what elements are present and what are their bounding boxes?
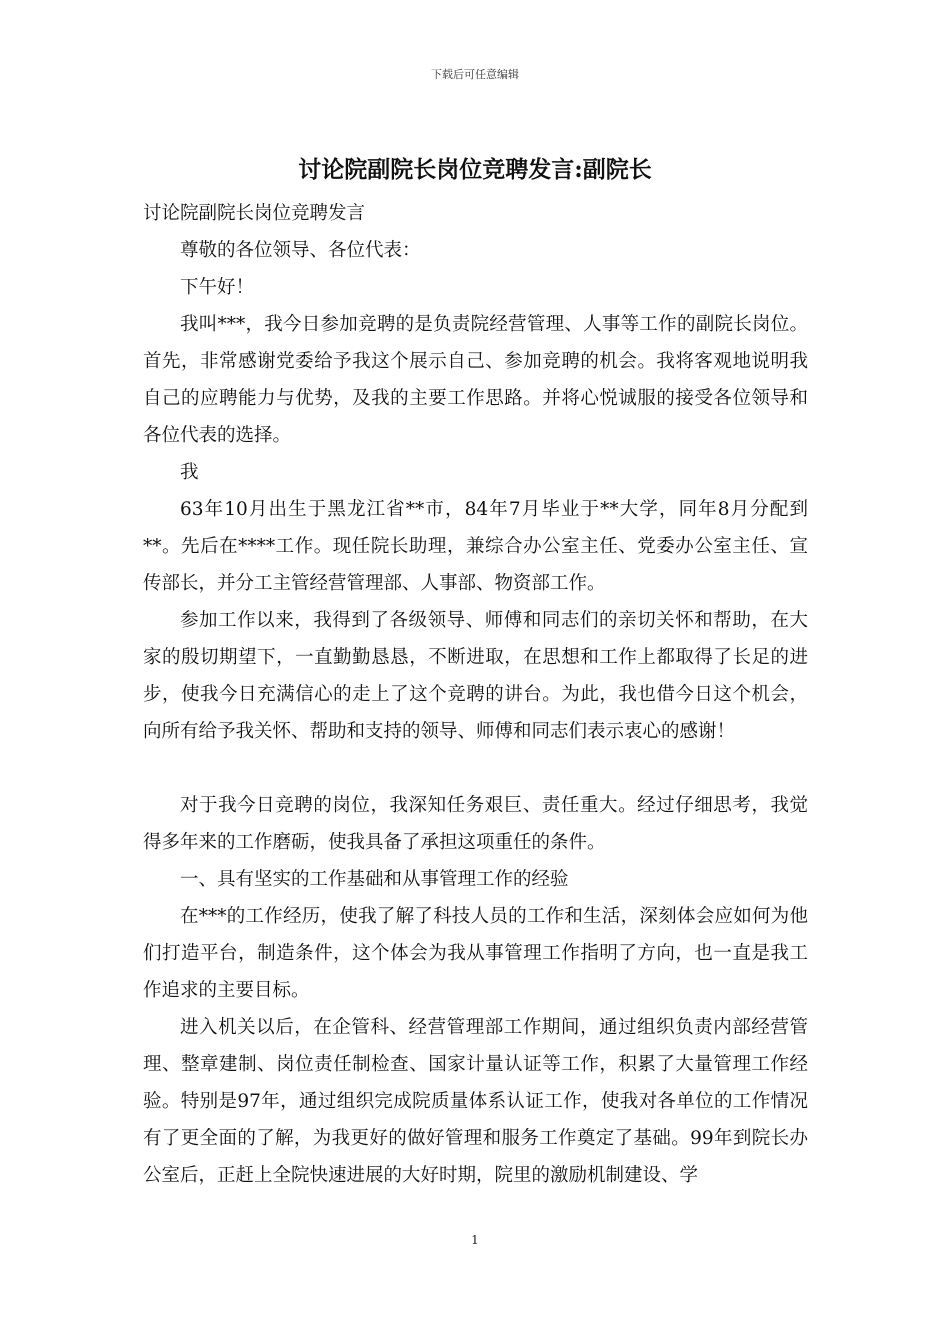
paragraph-background: 63年10月出生于黑龙江省**市，84年7月毕业于**大学，同年8月分配到**。先后在****工作。现任院长助理，兼综合办公室主任、党委办公室主任、宣传部长，并分工主管经营管理部、人事部、物资部工作。 [143,499,808,594]
page-header-note: 下载后可任意编辑 [431,68,519,81]
section-heading-1: 一、具有坚实的工作基础和从事管理工作的经验 [180,869,569,890]
paragraph-greeting: 下午好！ [180,277,255,298]
document-title: 讨论院副院长岗位竞聘发言:副院长 [298,156,652,183]
paragraph-subtitle: 讨论院副院长岗位竞聘发言 [143,203,366,224]
paragraph-gratitude: 参加工作以来，我得到了各级领导、师傅和同志们的亲切关怀和帮助，在大家的殷切期望下，一直勤勤恳恳，不断进取，在思想和工作上都取得了长足的进步，使我今日充满信心的走上了这个竞聘的讲台。为此，我也借今日这个机会，向所有给予我关怀、帮助和支持的领导、师傅和同志们表示衷心的感谢！ [143,610,808,742]
page-number: 1 [471,1233,479,1247]
paragraph-introduction: 我叫***，我今日参加竞聘的是负责院经营管理、人事等工作的副院长岗位。首先，非常感谢党委给予我这个展示自己、参加竞聘的机会。我将客观地说明我自己的应聘能力与优势，及我的主要工作思路。并将心悦诚服的接受各位领导和各位代表的选择。 [143,314,808,446]
blank-line [143,750,808,787]
document-body [143,195,808,1194]
paragraph-experience: 在***的工作经历，使我了解了科技人员的工作和生活，深刻体会应如何为他们打造平台，制造条件，这个体会为我从事管理工作指明了方向，也一直是我工作追求的主要目标。 [143,906,808,1001]
paragraph-responsibility: 对于我今日竞聘的岗位，我深知任务艰巨、责任重大。经过仔细思考，我觉得多年来的工作磨砺，使我具备了承担这项重任的条件。 [143,795,808,853]
paragraph-management: 进入机关以后，在企管科、经营管理部工作期间，通过组织负责内部经营管理、整章建制、岗位责任制检查、国家计量认证等工作，积累了大量管理工作经验。特别是97年，通过组织完成院质量体系认证工作，使我对各单位的工作情况有了更全面的了解，为我更好的做好管理和服务工作奠定了基础。99年到院长办公室后，正赶上全院快速进展的大好时期，院里的激励机制建设、学 [143,1017,808,1186]
paragraph-fragment: 我 [180,462,199,483]
paragraph-salutation: 尊敬的各位领导、各位代表： [180,240,421,261]
